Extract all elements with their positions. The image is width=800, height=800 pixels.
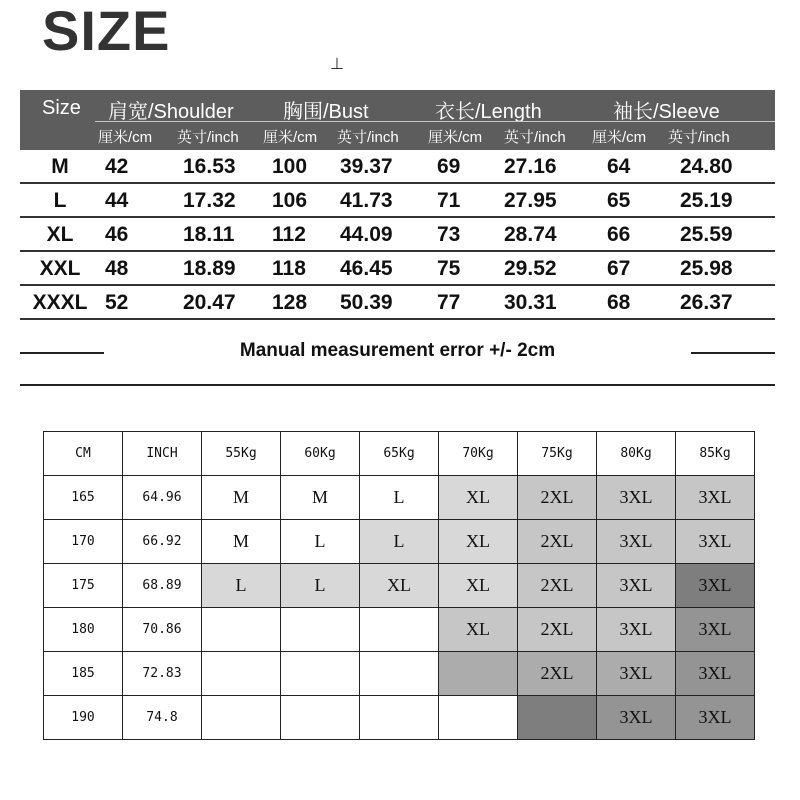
- size-label: XXL: [39, 257, 81, 280]
- measure-sleeve-cm: 66: [607, 223, 631, 246]
- measure-length-cm: 73: [437, 223, 461, 246]
- measure-length-in: 30.31: [504, 291, 557, 314]
- unit-cm: 厘米/cm: [263, 129, 318, 146]
- size-recommendation-cell: [360, 608, 439, 652]
- size-recommendation-cell: [202, 652, 281, 696]
- page-title: SIZE: [42, 0, 171, 62]
- size-recommendation-cell: 2XL: [518, 608, 597, 652]
- measure-bust-in: 50.39: [340, 291, 393, 314]
- measure-length-in: 27.16: [504, 155, 557, 178]
- measure-bust-in: 46.45: [340, 257, 393, 280]
- size-recommendation-cell: 3XL: [597, 652, 676, 696]
- measure-sleeve-in: 24.80: [680, 155, 733, 178]
- measure-shoulder-in: 18.89: [183, 257, 236, 280]
- height-inch-cell: 70.86: [123, 608, 202, 652]
- size-table-header: [20, 90, 775, 150]
- size-recommendation-cell: 3XL: [676, 652, 755, 696]
- size-recommendation-cell: 3XL: [676, 564, 755, 608]
- size-row: [20, 150, 775, 184]
- measure-bust-cm: 118: [272, 257, 306, 280]
- unit-cm: 厘米/cm: [592, 129, 647, 146]
- measure-length-in: 27.95: [504, 189, 557, 212]
- size-recommendation-cell: L: [360, 520, 439, 564]
- height-inch-cell: 66.92: [123, 520, 202, 564]
- grid-header-cell: 70Kg: [439, 432, 518, 476]
- size-label: L: [53, 189, 67, 212]
- measure-bust-cm: 112: [272, 223, 306, 246]
- grid-row: [44, 608, 755, 652]
- grid-row: [44, 476, 755, 520]
- measure-shoulder-in: 17.32: [183, 189, 236, 212]
- size-recommendation-cell: M: [202, 520, 281, 564]
- size-recommendation-cell: [439, 696, 518, 740]
- size-recommendation-cell: 3XL: [597, 476, 676, 520]
- height-inch-cell: 64.96: [123, 476, 202, 520]
- measure-shoulder-cm: 46: [105, 223, 129, 246]
- measure-sleeve-in: 26.37: [680, 291, 733, 314]
- size-recommendation-cell: 2XL: [518, 564, 597, 608]
- measure-length-cm: 69: [437, 155, 461, 178]
- measure-bust-cm: 128: [272, 291, 308, 314]
- measure-bust-cm: 100: [272, 155, 308, 178]
- size-recommendation-cell: 2XL: [518, 652, 597, 696]
- size-table-body: [20, 150, 775, 320]
- size-recommendation-cell: XL: [439, 520, 518, 564]
- unit-inch: 英寸/inch: [668, 129, 730, 146]
- measure-length-cm: 75: [437, 257, 461, 280]
- measure-sleeve-cm: 67: [607, 257, 631, 280]
- grid-header-cell: 65Kg: [360, 432, 439, 476]
- size-recommendation-cell: M: [202, 476, 281, 520]
- grid-row: [44, 696, 755, 740]
- size-recommendation-cell: 3XL: [597, 696, 676, 740]
- height-cm-cell: 170: [44, 520, 123, 564]
- size-recommendation-cell: [281, 652, 360, 696]
- tick-mark: ⊥: [330, 56, 344, 73]
- size-table: [20, 90, 775, 320]
- size-recommendation-cell: XL: [439, 476, 518, 520]
- grid-header-cell: 55Kg: [202, 432, 281, 476]
- measure-sleeve-cm: 65: [607, 189, 631, 212]
- measure-shoulder-cm: 42: [105, 155, 129, 178]
- grid-header-cell: 80Kg: [597, 432, 676, 476]
- size-recommendation-cell: M: [281, 476, 360, 520]
- size-recommendation-cell: [281, 696, 360, 740]
- header-divider: [95, 121, 775, 122]
- size-recommendation-cell: 3XL: [597, 608, 676, 652]
- size-row: [20, 286, 775, 320]
- size-recommendation-cell: 3XL: [597, 520, 676, 564]
- size-recommendation-cell: XL: [439, 608, 518, 652]
- size-row: [20, 252, 775, 286]
- size-recommendation-cell: [281, 608, 360, 652]
- measure-length-cm: 77: [437, 291, 461, 314]
- size-label: XL: [46, 223, 74, 246]
- height-cm-cell: 165: [44, 476, 123, 520]
- measure-length-cm: 71: [437, 189, 461, 212]
- size-recommendation-cell: [439, 652, 518, 696]
- height-cm-cell: 190: [44, 696, 123, 740]
- header-size: Size: [42, 97, 81, 119]
- height-cm-cell: 180: [44, 608, 123, 652]
- measurement-note: [20, 340, 775, 364]
- measure-bust-in: 41.73: [340, 189, 393, 212]
- size-label: M: [51, 155, 69, 178]
- size-recommendation-cell: 2XL: [518, 520, 597, 564]
- measure-sleeve-in: 25.19: [680, 189, 733, 212]
- size-recommendation-cell: XL: [439, 564, 518, 608]
- size-label: XXXL: [32, 291, 88, 314]
- header-shoulder: 肩宽/Shoulder: [108, 101, 234, 123]
- size-recommendation-cell: 3XL: [676, 520, 755, 564]
- height-inch-cell: 72.83: [123, 652, 202, 696]
- header-bust: 胸围/Bust: [283, 101, 369, 123]
- size-recommendation-cell: [360, 696, 439, 740]
- size-recommendation-cell: 3XL: [676, 696, 755, 740]
- grid-header-cell: CM: [44, 432, 123, 476]
- size-recommendation-cell: 3XL: [597, 564, 676, 608]
- unit-inch: 英寸/inch: [337, 129, 399, 146]
- unit-inch: 英寸/inch: [504, 129, 566, 146]
- size-recommendation-cell: 3XL: [676, 608, 755, 652]
- measure-shoulder-cm: 52: [105, 291, 129, 314]
- unit-cm: 厘米/cm: [428, 129, 483, 146]
- unit-inch: 英寸/inch: [177, 129, 239, 146]
- height-cm-cell: 175: [44, 564, 123, 608]
- measure-bust-cm: 106: [272, 189, 308, 212]
- section-divider: [20, 384, 775, 386]
- unit-cm: 厘米/cm: [98, 129, 153, 146]
- grid-row: [44, 564, 755, 608]
- size-row: [20, 184, 775, 218]
- measure-bust-in: 44.09: [340, 223, 393, 246]
- measure-shoulder-in: 16.53: [183, 155, 236, 178]
- grid-header-cell: INCH: [123, 432, 202, 476]
- measure-shoulder-cm: 44: [105, 189, 129, 212]
- height-inch-cell: 68.89: [123, 564, 202, 608]
- measure-sleeve-in: 25.98: [680, 257, 733, 280]
- size-recommendation-cell: [360, 652, 439, 696]
- header-sleeve: 袖长/Sleeve: [613, 101, 720, 123]
- measure-shoulder-in: 18.11: [183, 223, 235, 246]
- size-recommendation-cell: L: [281, 520, 360, 564]
- header-length: 衣长/Length: [435, 101, 542, 123]
- size-recommendation-cell: L: [281, 564, 360, 608]
- size-recommendation-cell: L: [360, 476, 439, 520]
- height-inch-cell: 74.8: [123, 696, 202, 740]
- measure-sleeve-cm: 68: [607, 291, 631, 314]
- measure-shoulder-in: 20.47: [183, 291, 236, 314]
- grid-header-cell: 75Kg: [518, 432, 597, 476]
- measurement-error-text: Manual measurement error +/- 2cm: [239, 340, 556, 361]
- measure-bust-in: 39.37: [340, 155, 393, 178]
- size-recommendation-cell: 3XL: [676, 476, 755, 520]
- measure-sleeve-in: 25.59: [680, 223, 733, 246]
- grid-header-row: [44, 432, 755, 476]
- measure-sleeve-cm: 64: [607, 155, 631, 178]
- measure-length-in: 29.52: [504, 257, 557, 280]
- note-line-right: [691, 352, 775, 354]
- measure-length-in: 28.74: [504, 223, 557, 246]
- size-recommendation-table: [43, 431, 755, 740]
- grid-row: [44, 520, 755, 564]
- size-recommendation-cell: XL: [360, 564, 439, 608]
- grid-header-cell: 85Kg: [676, 432, 755, 476]
- grid-row: [44, 652, 755, 696]
- grid-header-cell: 60Kg: [281, 432, 360, 476]
- size-row: [20, 218, 775, 252]
- size-recommendation-cell: 2XL: [518, 476, 597, 520]
- size-recommendation-cell: L: [202, 564, 281, 608]
- size-recommendation-cell: [202, 608, 281, 652]
- size-recommendation-cell: [202, 696, 281, 740]
- measure-shoulder-cm: 48: [105, 257, 129, 280]
- height-cm-cell: 185: [44, 652, 123, 696]
- size-recommendation-cell: [518, 696, 597, 740]
